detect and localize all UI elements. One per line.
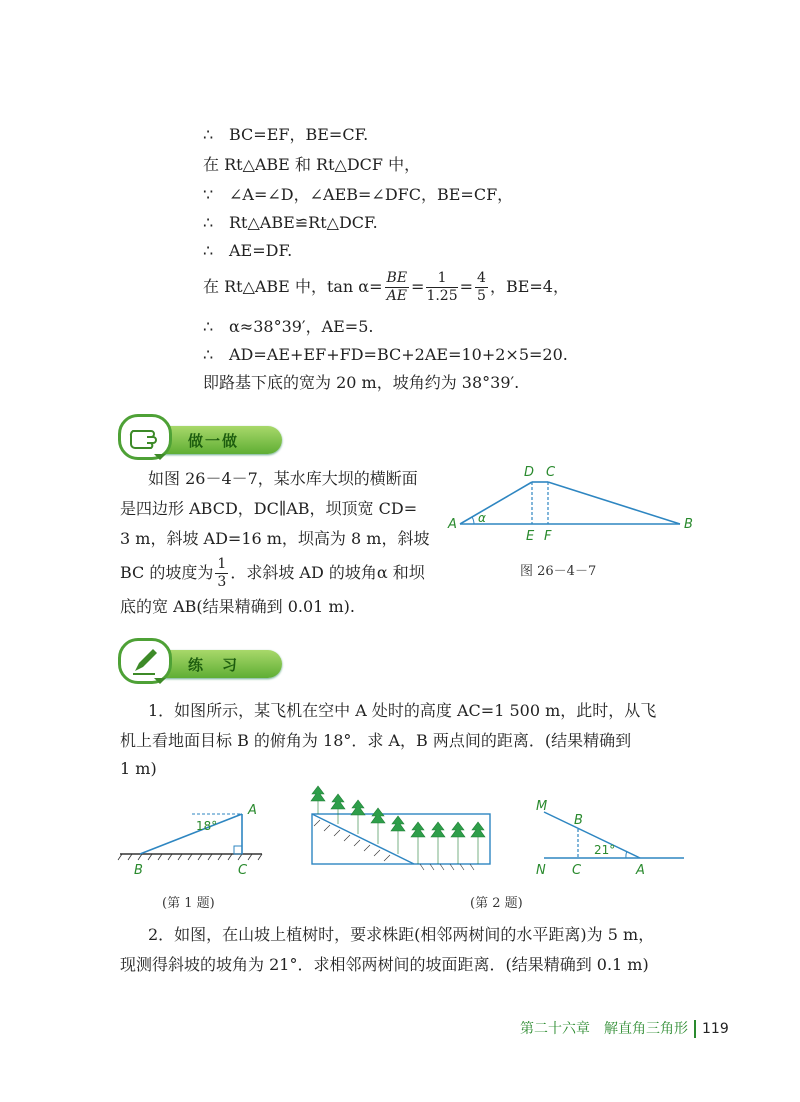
banner-pointer [154, 678, 166, 684]
page-number: 119 [702, 1021, 729, 1037]
solution-text-6-post: ，BE=4， [489, 277, 569, 296]
label-f: F [544, 529, 552, 544]
banner-pointer [154, 454, 166, 460]
solution-line-6: 在 Rt△ABE 中，tan α= $\frac{BE}{AE}$ = $\frac{1}{1.25}$ = $\frac{4}{5}$ ，BE=4， [203, 270, 569, 304]
label-d: D [524, 465, 535, 480]
angle-21: 21° [594, 843, 616, 857]
section-banner-exercise [118, 636, 282, 680]
figure-caption-exercise-1: (第 1 题) [162, 896, 215, 911]
figure-caption-26-4-7: 图 26－4－7 [520, 564, 597, 579]
because-symbol: ∵ [203, 185, 214, 204]
section-banner-try [118, 412, 282, 456]
task-line-3: 3 m，斜坡 AD=16 m，坝高为 8 m，斜坡 [120, 529, 430, 548]
solution-line-7 [203, 316, 373, 338]
footer-divider [694, 1020, 696, 1038]
fraction-1-125: $\frac{1}{1.25}$ [426, 270, 458, 304]
banner-label: 练 习 [188, 656, 240, 674]
solution-line-2 [203, 154, 420, 176]
therefore-symbol: ∴ [203, 317, 214, 336]
banner-label: 做一做 [188, 432, 240, 450]
task-line-4: BC 的坡度为 $\frac{1}{3}$ ．求斜坡 AD 的坡角α 和坝 [120, 556, 425, 590]
solution-text-3: ∠A=∠D，∠AEB=∠DFC，BE=CF， [229, 185, 514, 204]
solution-line-9 [203, 372, 519, 394]
solution-line-5 [203, 240, 292, 262]
therefore-symbol: ∴ [203, 213, 214, 232]
label-c: C [572, 863, 582, 878]
exercise-2-line-2: 现测得斜坡的坡角为 21°．求相邻两树间的坡面距离．(结果精确到 0.1 m) [120, 955, 649, 974]
chapter-title: 第二十六章 解直角三角形 [520, 1021, 688, 1037]
page-footer [520, 1018, 729, 1038]
tree-icon [311, 786, 485, 864]
therefore-symbol: ∴ [203, 125, 214, 144]
exercise-1-line-2: 机上看地面目标 B 的俯角为 18°．求 A，B 两点间的距离．(结果精确到 [120, 731, 632, 750]
solution-line-3 [203, 184, 513, 206]
solution-text-4: Rt△ABE≌Rt△DCF. [229, 213, 378, 232]
exercise-1-line-3: 1 m) [120, 759, 157, 778]
solution-text-7: α≈38°39′，AE=5. [229, 317, 374, 336]
label-alpha: α [478, 511, 486, 525]
solution-text-9: 即路基下底的宽为 20 m，坡角约为 38°39′. [203, 373, 520, 392]
label-c: C [238, 863, 248, 878]
solution-text-6-pre: 在 Rt△ABE 中，tan α= [203, 277, 383, 296]
exercise-1-line-1: 1．如图所示，某飞机在空中 A 处时的高度 AC=1 500 m，此时，从飞 [148, 701, 657, 720]
solution-line-8 [203, 344, 568, 366]
solution-text-5: AE=DF. [229, 241, 293, 260]
solution-line-1 [203, 124, 368, 146]
therefore-symbol: ∴ [203, 241, 214, 260]
label-e: E [526, 529, 535, 544]
figure-exercise-2-geometry [530, 796, 690, 880]
solution-text-8: AD=AE+EF+FD=BC+2AE=10+2×5=20. [229, 345, 568, 364]
label-b: B [684, 517, 693, 532]
angle-18: 18° [196, 819, 218, 833]
task-line-1: 如图 26－4－7，某水库大坝的横断面 [148, 469, 418, 488]
label-n: N [536, 863, 546, 878]
label-c: C [546, 465, 556, 480]
fraction-4-5: $\frac{4}{5}$ [477, 270, 486, 304]
figure-dam-trapezoid [440, 460, 700, 550]
label-b: B [574, 813, 583, 828]
label-b: B [134, 863, 143, 878]
solution-text-1: BC=EF，BE=CF. [229, 125, 369, 144]
label-a: A [448, 517, 457, 532]
label-a: A [636, 863, 645, 878]
figure-exercise-2 [300, 780, 500, 876]
fraction-1-3: $\frac{1}{3}$ [217, 556, 227, 590]
task-line-2: 是四边形 ABCD，DC∥AB，坝顶宽 CD= [120, 499, 418, 518]
solution-line-4 [203, 212, 378, 234]
solution-text-2: 在 Rt△ABE 和 Rt△DCF 中， [203, 155, 421, 174]
label-m: M [536, 799, 548, 814]
figure-exercise-1 [112, 800, 272, 880]
therefore-symbol: ∴ [203, 345, 214, 364]
task-line-5: 底的宽 AB(结果精确到 0.01 m). [120, 597, 355, 616]
figure-caption-exercise-2: (第 2 题) [470, 896, 523, 911]
fraction-be-ae: $\frac{BE}{AE}$ [386, 270, 408, 304]
exercise-2-line-1: 2．如图，在山坡上植树时，要求株距(相邻两树间的水平距离)为 5 m， [148, 925, 655, 944]
label-a: A [248, 803, 257, 818]
